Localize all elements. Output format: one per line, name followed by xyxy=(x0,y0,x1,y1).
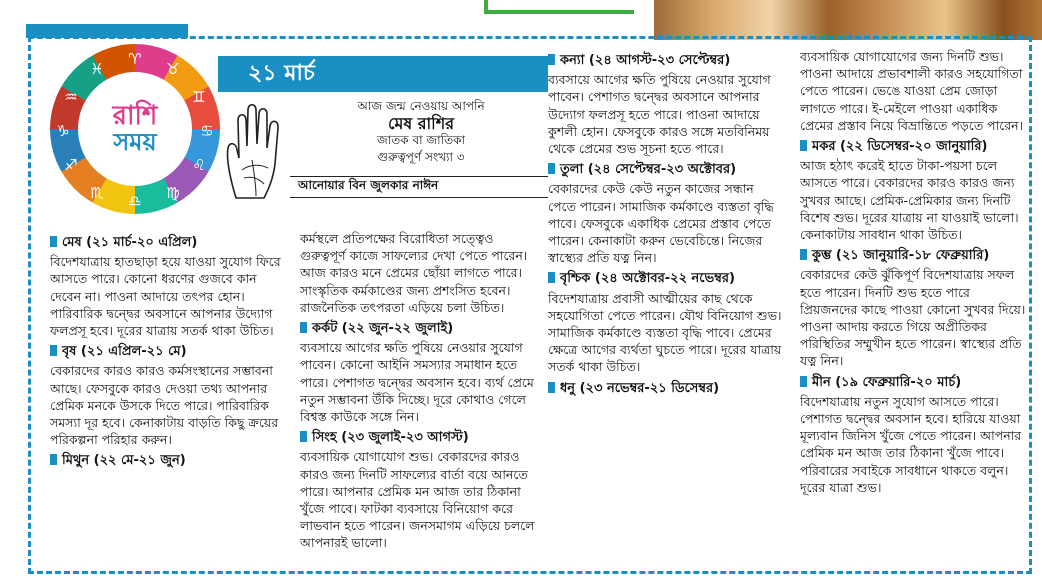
leo-icon: ♌ xyxy=(192,156,206,174)
bullet-square-icon xyxy=(300,322,307,333)
sign-heading: বৃশ্চিক (২৪ অক্টোবর-২২ নভেম্বর) xyxy=(548,270,784,287)
zodiac-wheel-logo xyxy=(50,44,220,214)
header-photo xyxy=(654,0,1042,40)
bullet-square-icon xyxy=(800,376,807,387)
logo-center xyxy=(78,72,192,186)
author-name: আনোয়ার বিন জুলকার নাঈন xyxy=(298,178,439,192)
intro-line-3: জাতক বা জাতিকা xyxy=(377,133,465,147)
sign-heading: তুলা (২৪ সেপ্টেম্বর-২৩ অক্টোবর) xyxy=(548,161,784,178)
sign-text: ব্যবসায়িক যোগাযোগের জন্য দিনটি শুভ। পাওনা আদায়ে প্রভাবশালী কারও সহযোগিতা পেতে পারেন। ভেঙে যাওয়া প্রেম জোড়া লাগতে পারে। ই-মেইলে পাওয়া একাধিক প্রেমের প্রস্তাব নিয়ে বিভ্রান্তিতে পড়তে পারেন। xyxy=(800,49,1024,133)
green-accent-bar xyxy=(484,0,634,14)
column-3 xyxy=(548,48,784,399)
sign-heading: বৃষ (২১ এপ্রিল-২১ মে) xyxy=(50,343,288,360)
sign-text: বিদেশযাত্রায় প্রবাসী আত্মীয়ের কাছ থেকে সহযোগিতা পেতে পারেন। যৌথ বিনিয়োগ শুভ। সামাজিক কর্মকাণ্ডে ব্যস্ততা বৃদ্ধি পাবে। প্রেমের ক্ষেত্রে আগের ব্যর্থতা ঘুচতে পারে। দূরের যাত্রায় সতর্ক থাকা উচিত। xyxy=(548,290,782,375)
intro-line-4: গুরুত্বপূর্ণ সংখ্যা ৩ xyxy=(377,150,465,164)
sign-text: বিদেশযাত্রায় হাতছাড়া হয়ে যাওয়া সুযোগ ফিরে আসতে পারে। কোনো ধরণের গুজবে কান দেবেন না। পাওনা আদায়ে তৎপর হোন। পারিবারিক দ্বন্দ্বের অবসানে আপনার উদ্যোগ ফলপ্রসূ হবে। দূরের যাত্রায় সতর্ক থাকা উচিত। xyxy=(50,254,281,339)
date-text: ২১ মার্চ xyxy=(248,60,315,86)
sign-heading: কন্যা (২৪ আগস্ট-২৩ সেপ্টেম্বর) xyxy=(548,52,784,69)
sign-heading: ধনু (২৩ নভেম্বর-২১ ডিসেম্বর) xyxy=(548,380,784,397)
bullet-square-icon xyxy=(300,431,307,442)
bullet-square-icon xyxy=(50,345,57,356)
libra-icon: ♎ xyxy=(128,192,142,210)
bullet-square-icon xyxy=(800,249,807,260)
aries-icon: ♈ xyxy=(128,50,142,68)
sign-heading: মকর (২২ ডিসেম্বর-২০ জানুয়ারি) xyxy=(800,138,1028,155)
sign-text: কর্মস্থলে প্রতিপক্ষের বিরোধিতা সত্ত্বেও গুরুত্বপূর্ণ কাজে সাফল্যের দেখা পেতে পারেন। আজ কারও মনে প্রেমের ছোঁয়া লাগতে পারে। সাংস্কৃতিক কর্মকাণ্ডের জন্য প্রশংসিত হবেন। রাজনৈতিক তৎপরতা এড়িয়ে চলা উচিত। xyxy=(300,231,528,315)
taurus-icon: ♉ xyxy=(166,60,180,78)
palm-icon xyxy=(222,98,294,202)
sign-heading: কর্কট (২২ জুন-২২ জুলাই) xyxy=(300,320,538,337)
column-1 xyxy=(50,230,288,472)
intro-sign: মেষ রাশির xyxy=(387,114,455,133)
date-banner xyxy=(218,56,548,92)
sign-heading: কুম্ভ (২১ জানুয়ারি-১৮ ফেব্রুয়ারি) xyxy=(800,247,1028,264)
cancer-icon: ♋ xyxy=(200,122,214,140)
bullet-square-icon xyxy=(50,236,57,247)
sign-text: ব্যবসায়ে আগের ক্ষতি পুষিয়ে নেওয়ার সুযোগ পাবেন। কোনো আইনি সমস্যার সমাধান হতে পারে। পেশাগত দ্বন্দ্বের অবসান হবে। ব্যর্থ প্রেমে নতুন সম্ভাবনা উঁকি দিচ্ছে। দূরে কোথাও গেলে বিশ্বস্ত কাউকে সঙ্গে নিন। xyxy=(300,340,534,425)
intro-line-1: আজ জন্ম নেওয়ায় আপনি xyxy=(357,99,485,113)
sign-text: আজ হঠাৎ করেই হাতে টাকা-পয়সা চলে আসতে পারে। বেকারদের কারও কারও জন্য সুখবর আছে। প্রেমিক-প্রেমিকার জন্য দিনটি বিশেষ শুভ। দূরের যাত্রায় না যাওয়াই ভালো। কেনাকাটায় সাবধান থাকা উচিত। xyxy=(800,158,1019,243)
capricorn-icon: ♑ xyxy=(56,122,70,140)
sign-text: বেকারদের কেউ কেউ নতুন কাজের সন্ধান পেতে পারেন। সামাজিক কর্মকাণ্ডে ব্যস্ততা বৃদ্ধি পাবে। ফেসবুকে একাধিক প্রেমের প্রস্তাব পেতে পারেন। কেনাকাটা করুন ভেবেচিন্তে। নিজের স্বাস্থ্যের প্রতি যত্ন নিন। xyxy=(548,181,774,266)
sagittarius-icon: ♐ xyxy=(64,156,78,174)
sign-text: বেকারদের কারও কারও কর্মসংস্থানের সম্ভাবনা আছে। ফেসবুকে কারও দেওয়া তথ্য আপনার প্রেমিক মনকে উসকে দিতে পারে। পারিবারিক সমস্যা দূর হবে। কেনাকাটায় বাড়তি কিছু ক্রয়ের পরিকল্পনা পরিহার করুন। xyxy=(50,363,279,448)
bullet-square-icon xyxy=(50,454,57,465)
bullet-square-icon xyxy=(548,163,555,174)
sign-heading: মীন (১৯ ফেব্রুয়ারি-২০ মার্চ) xyxy=(800,374,1028,391)
bullet-square-icon xyxy=(800,140,807,151)
logo-text-top: রাশি xyxy=(112,100,158,131)
gemini-icon: ♊ xyxy=(192,88,206,106)
sign-text: বিদেশযাত্রায় নতুন সুযোগ আসতে পারে। পেশাগত দ্বন্দ্বের অবসান হবে। হারিয়ে যাওয়া মূল্যবান জিনিস খুঁজে পেতে পারেন। আপনার প্রেমিক মন আজ তার ঠিকানা খুঁজে পাবে। পরিবারের সবাইকে সাবধানে থাকতে বলুন। দূরের যাত্রা শুভ। xyxy=(800,393,1022,495)
sign-text: ব্যবসায়িক যোগাযোগ শুভ। বেকারদের কারও কারও জন্য দিনটি সাফল্যের বার্তা বয়ে আনতে পারে। আপনার প্রেমিক মন আজ তার ঠিকানা খুঁজে পাবে। ফাটকা ব্যবসায়ে বিনিয়োগ করে লাভবান হতে পারেন। জনসমাগম এড়িয়ে চললে আপনারই ভালো। xyxy=(300,449,535,551)
intro-box xyxy=(296,98,546,166)
aquarius-icon: ♒ xyxy=(64,88,78,106)
sign-heading: সিংহ (২৩ জুলাই-২৩ আগস্ট) xyxy=(300,429,538,446)
scorpio-icon: ♏ xyxy=(90,184,104,202)
sign-text: ব্যবসায়ে আগের ক্ষতি পুষিয়ে নেওয়ার সুযোগ পাবেন। পেশাগত দ্বন্দ্বের অবসানে আপনার উদ্যোগ ফলপ্রসূ হতে পারে। পাওনা আদায়ে কুশলী হোন। ফেসবুকে কারও সঙ্গে মতবিনিময় থেকে প্রেমের শুভ সূচনা হতে পারে। xyxy=(548,72,771,157)
bullet-square-icon xyxy=(548,272,555,283)
logo-text-bottom: সময় xyxy=(113,127,157,156)
sign-heading: মিথুন (২২ মে-২১ জুন) xyxy=(50,452,288,469)
sign-text: বেকারদের কেউ ঝুঁকিপূর্ণ বিদেশযাত্রায় সফল হতে পারেন। দিনটি শুভ হতে পারে প্রিয়জনদের কাছে পাওয়া কোনো সুখবর দিয়ে। পাওনা আদায় করতে গিয়ে অপ্রীতিকর পরিস্থিতির সম্মুখীন হতে পারেন। স্বাস্থ্যের প্রতি যত্ন নিন। xyxy=(800,267,1026,369)
bullet-square-icon xyxy=(548,54,555,65)
pisces-icon: ♓ xyxy=(90,60,104,78)
column-4 xyxy=(800,48,1028,496)
bullet-square-icon xyxy=(548,382,555,393)
author-byline xyxy=(290,176,548,198)
sign-heading: মেষ (২১ মার্চ-২০ এপ্রিল) xyxy=(50,234,288,251)
column-2 xyxy=(300,230,538,552)
virgo-icon: ♍ xyxy=(166,184,180,202)
